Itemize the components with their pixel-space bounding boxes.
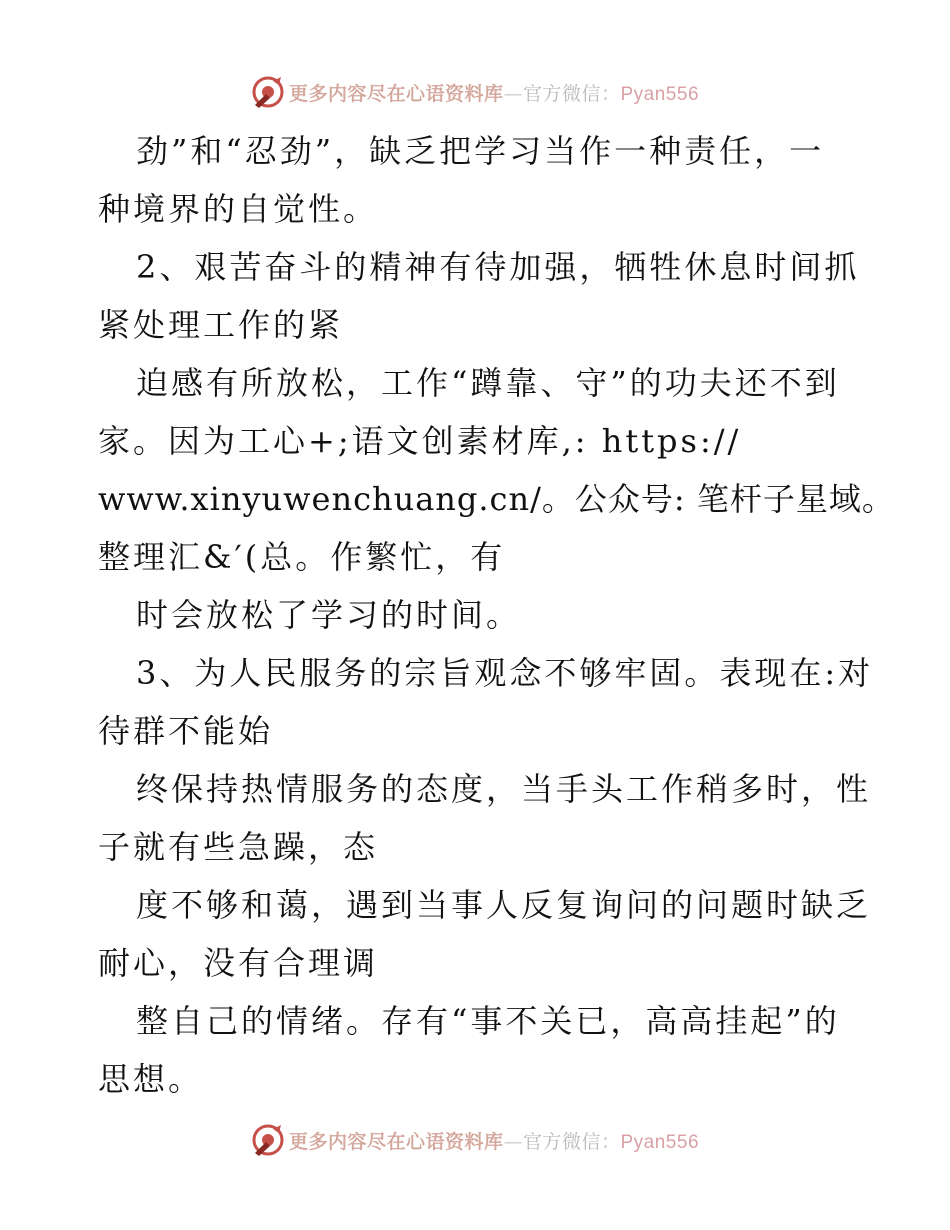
header-banner-wechat-id: Pyan556 xyxy=(620,83,700,105)
body-line: 度不够和蔼，遇到当事人反复询问的问题时缺乏 xyxy=(136,886,872,924)
body-line: 终保持热情服务的态度，当手头工作稍多时，性 xyxy=(136,770,872,808)
footer-banner-wechat-label: 官方微信： xyxy=(522,1130,621,1153)
body-line: 思想。 xyxy=(98,1060,204,1098)
footer-banner-wechat-id: Pyan556 xyxy=(620,1131,700,1153)
body-line: 时会放松了学习的时间。 xyxy=(136,596,522,634)
body-line: 整自己的情绪。存有“事不关已，高高挂起”的 xyxy=(136,1002,840,1040)
body-line: 3、为人民服务的宗旨观念不够牢固。表现在:对 xyxy=(136,654,874,692)
body-line: 家。因为工心+;语文创素材库,: https:// xyxy=(98,422,742,460)
header-banner-text xyxy=(289,79,699,106)
header-banner xyxy=(0,72,950,112)
body-line: 耐心，没有合理调 xyxy=(98,944,379,982)
footer-banner-dash: — xyxy=(503,1130,523,1153)
body-line: 迫感有所放松，工作“蹲靠、守”的功夫还不到 xyxy=(136,364,840,402)
body-line: 待群不能始 xyxy=(98,712,274,750)
body-line: 子就有些急躁，态 xyxy=(98,828,379,866)
body-line: 2、艰苦奋斗的精神有待加强，牺牲休息时间抓 xyxy=(136,248,860,286)
body-line: 整理汇&′(总。作繁忙，有 xyxy=(98,538,506,576)
body-line: 紧处理工作的紧 xyxy=(98,306,344,344)
body-line: 种境界的自觉性。 xyxy=(98,190,379,228)
body-line: www.xinyuwenchuang.cn/。公众号: 笔杆子星域。 xyxy=(98,480,895,518)
pen-logo-icon xyxy=(251,1123,285,1157)
header-banner-main: 更多内容尽在心语资料库 xyxy=(288,82,504,105)
footer-banner-text xyxy=(289,1127,699,1154)
header-banner-wechat-label: 官方微信： xyxy=(522,82,621,105)
document-body xyxy=(98,122,895,1108)
body-line: 劲”和“忍劲”，缺乏把学习当作一种责任，一 xyxy=(136,132,825,170)
footer-banner xyxy=(0,1120,950,1160)
pen-logo-icon xyxy=(251,75,285,109)
header-banner-dash: — xyxy=(503,82,523,105)
footer-banner-main: 更多内容尽在心语资料库 xyxy=(288,1130,504,1153)
